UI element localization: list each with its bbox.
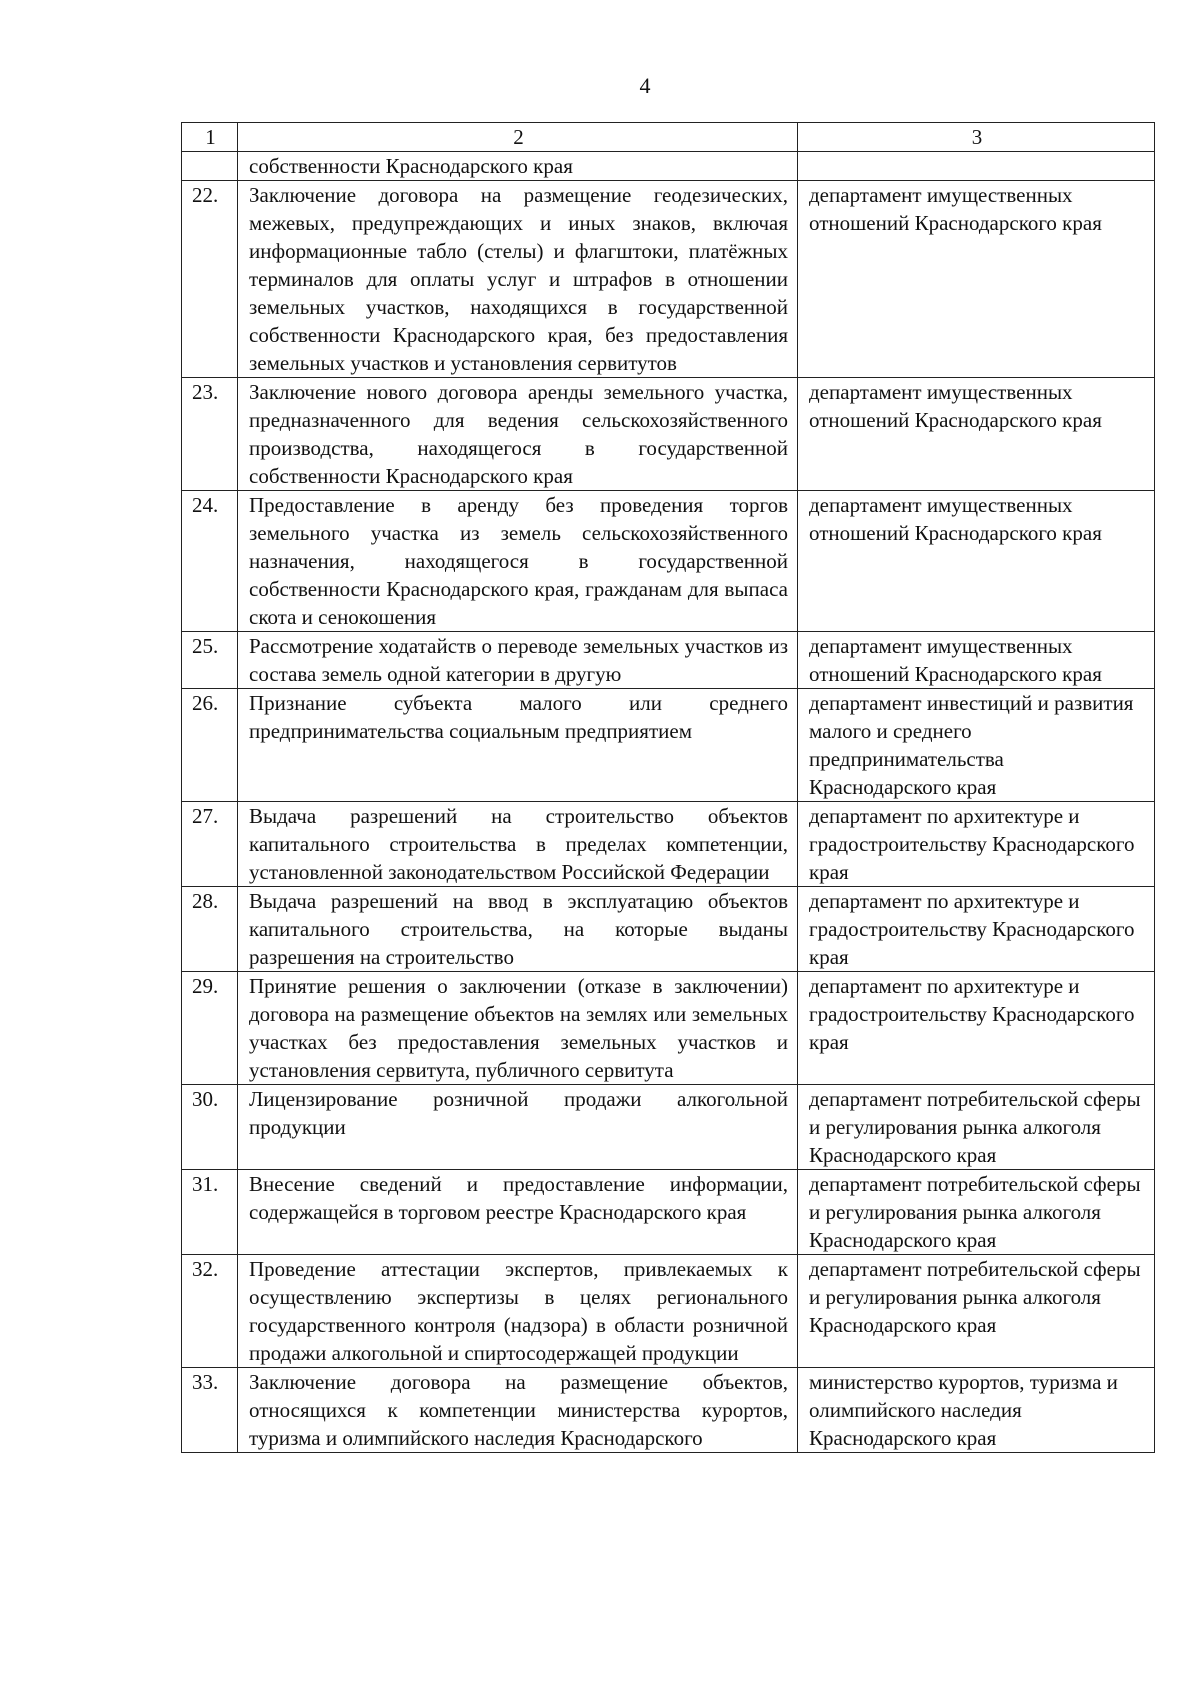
table-row	[182, 1255, 1155, 1368]
row-number	[182, 152, 238, 181]
responsible-department: департамент инвестиций и развития малого и среднего предпринимательства Краснодарского края	[798, 689, 1155, 802]
row-number: 30.	[182, 1085, 238, 1170]
row-number: 22.	[182, 181, 238, 378]
table-row	[182, 378, 1155, 491]
table-row	[182, 802, 1155, 887]
service-name: Рассмотрение ходатайств о переводе земельных участков из состава земель одной категории в другую	[238, 632, 798, 689]
table-row	[182, 632, 1155, 689]
table-row	[182, 689, 1155, 802]
row-number: 25.	[182, 632, 238, 689]
header-col-1: 1	[182, 123, 238, 152]
service-name: Признание субъекта малого или среднего предпринимательства социальным предприятием	[238, 689, 798, 802]
row-number: 29.	[182, 972, 238, 1085]
responsible-department	[798, 152, 1155, 181]
service-name: Предоставление в аренду без проведения торгов земельного участка из земель сельскохозяйственного назначения, находящегося в государственной собственности Краснодарского края, гражданам для выпаса скота и сенокошения	[238, 491, 798, 632]
responsible-department: департамент потребительской сферы и регулирования рынка алкоголя Краснодарского края	[798, 1085, 1155, 1170]
row-number: 27.	[182, 802, 238, 887]
service-name: Выдача разрешений на ввод в эксплуатацию объектов капитального строительства, на которые выданы разрешения на строительство	[238, 887, 798, 972]
service-name: Заключение договора на размещение геодезических, межевых, предупреждающих и иных знаков, включая информационные табло (стелы) и флагштоки, платёжных терминалов для оплаты услуг и штрафов в отношении земельных участков, находящихся в государственной собственности Краснодарского края, без предоставления земельных участков и установления сервитутов	[238, 181, 798, 378]
service-name: Внесение сведений и предоставление информации, содержащейся в торговом реестре Краснодарского края	[238, 1170, 798, 1255]
table-row	[182, 1368, 1155, 1453]
header-col-2: 2	[238, 123, 798, 152]
continuation-row	[182, 152, 1155, 181]
row-number: 24.	[182, 491, 238, 632]
row-number: 32.	[182, 1255, 238, 1368]
responsible-department: департамент по архитектуре и градостроительству Краснодарского края	[798, 887, 1155, 972]
row-number: 33.	[182, 1368, 238, 1453]
table-row	[182, 181, 1155, 378]
page-number: 4	[639, 73, 651, 98]
row-number: 31.	[182, 1170, 238, 1255]
responsible-department: департамент имущественных отношений Краснодарского края	[798, 378, 1155, 491]
service-name: Заключение нового договора аренды земельного участка, предназначенного для ведения сельскохозяйственного производства, находящегося в государственной собственности Краснодарского края	[238, 378, 798, 491]
table-row	[182, 972, 1155, 1085]
header-col-3: 3	[798, 123, 1155, 152]
responsible-department: департамент имущественных отношений Краснодарского края	[798, 491, 1155, 632]
table-row	[182, 491, 1155, 632]
responsible-department: департамент потребительской сферы и регулирования рынка алкоголя Краснодарского края	[798, 1170, 1155, 1255]
services-table	[181, 122, 1155, 1453]
table-row	[182, 887, 1155, 972]
services-table-body	[182, 123, 1155, 1453]
table-row	[182, 1170, 1155, 1255]
table-header-row	[182, 123, 1155, 152]
responsible-department: департамент имущественных отношений Краснодарского края	[798, 632, 1155, 689]
service-name: Лицензирование розничной продажи алкогольной продукции	[238, 1085, 798, 1170]
row-number: 26.	[182, 689, 238, 802]
responsible-department: департамент по архитектуре и градостроительству Краснодарского края	[798, 802, 1155, 887]
responsible-department: министерство курортов, туризма и олимпийского наследия Краснодарского края	[798, 1368, 1155, 1453]
row-number: 28.	[182, 887, 238, 972]
table-row	[182, 1085, 1155, 1170]
service-name: Проведение аттестации экспертов, привлекаемых к осуществлению экспертизы в целях регионального государственного контроля (надзора) в области розничной продажи алкогольной и спиртосодержащей продукции	[238, 1255, 798, 1368]
responsible-department: департамент по архитектуре и градостроительству Краснодарского края	[798, 972, 1155, 1085]
row-number: 23.	[182, 378, 238, 491]
service-name: Заключение договора на размещение объектов, относящихся к компетенции министерства курортов, туризма и олимпийского наследия Краснодарского	[238, 1368, 798, 1453]
service-name: Принятие решения о заключении (отказе в заключении) договора на размещение объектов на землях или земельных участках без предоставления земельных участков и установления сервитута, публичного сервитута	[238, 972, 798, 1085]
service-name: собственности Краснодарского края	[238, 152, 798, 181]
service-name: Выдача разрешений на строительство объектов капитального строительства в пределах компетенции, установленной законодательством Российской Федерации	[238, 802, 798, 887]
responsible-department: департамент потребительской сферы и регулирования рынка алкоголя Краснодарского края	[798, 1255, 1155, 1368]
responsible-department: департамент имущественных отношений Краснодарского края	[798, 181, 1155, 378]
